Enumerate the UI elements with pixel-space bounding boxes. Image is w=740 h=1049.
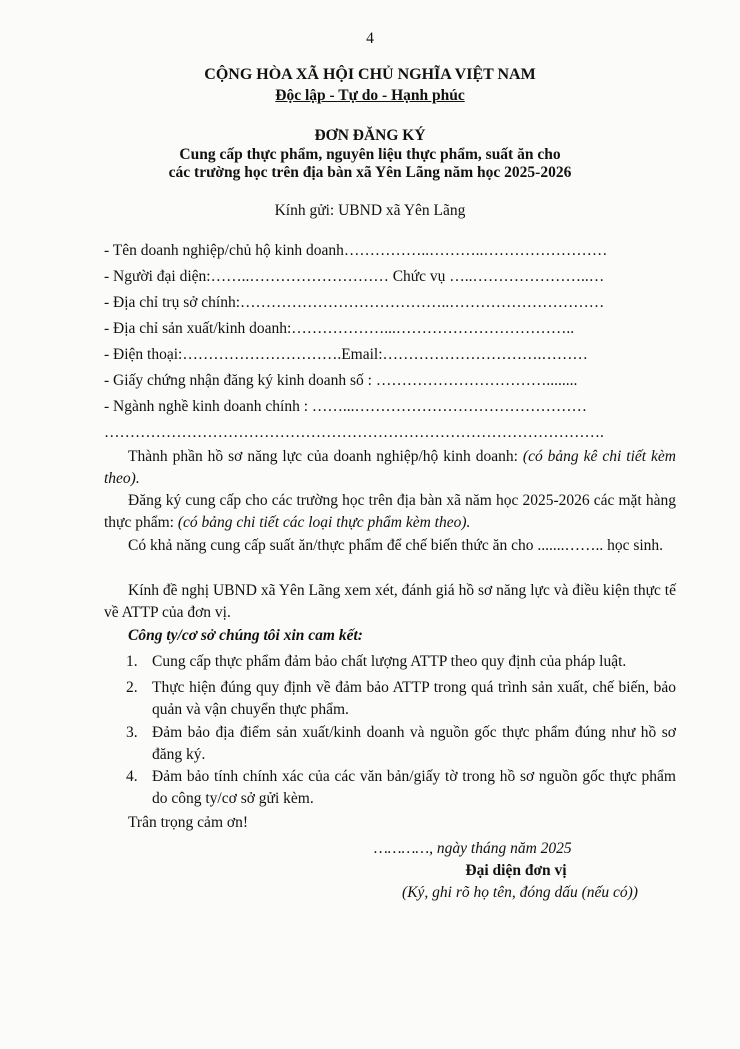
field-license: - Giấy chứng nhận đăng ký kinh doanh số : ……………………………........ bbox=[104, 372, 578, 389]
commitment-item-1-number: 1. bbox=[126, 653, 138, 670]
field-production-address: - Địa chỉ sản xuất/kinh doanh:………………...…………………………….. bbox=[104, 320, 575, 337]
commitment-item-3-text: Đảm bảo địa điểm sản xuất/kinh doanh và nguồn gốc thực phẩm đúng như hồ sơ đăng ký. bbox=[152, 724, 676, 763]
commitment-item-2-number: 2. bbox=[126, 679, 138, 696]
addressee: Kính gửi: UBND xã Yên Lãng bbox=[274, 202, 466, 219]
paragraph-profile bbox=[104, 446, 676, 490]
document-title: ĐƠN ĐĂNG KÝ bbox=[314, 127, 426, 144]
paragraph-request: Kính đề nghị UBND xã Yên Lãng xem xét, đánh giá hồ sơ năng lực và điều kiện thực tế về ATTP của đơn vị. bbox=[104, 582, 676, 621]
paragraph-registration-text: Đăng ký cung cấp cho các trường học trên địa bàn xã năm học 2025-2026 các mặt hàng thực phẩm: bbox=[104, 492, 676, 531]
signature-date: …………, ngày tháng năm 2025 bbox=[374, 840, 572, 857]
closing-thanks: Trân trọng cảm ơn! bbox=[128, 814, 248, 831]
motto-text: Độc lập - Tự do - Hạnh phúc bbox=[275, 87, 465, 104]
commitment-item-2-text: Thực hiện đúng quy định về đảm bảo ATTP trong quá trình sản xuất, chế biến, bảo quản và vận chuyển thực phẩm. bbox=[152, 679, 676, 718]
national-motto bbox=[0, 87, 740, 105]
commitment-item-1-text: Cung cấp thực phẩm đảm bảo chất lượng ATTP theo quy định của pháp luật. bbox=[152, 653, 627, 670]
commitment-heading: Công ty/cơ sở chúng tôi xin cam kết: bbox=[128, 627, 363, 644]
commitment-item-3-number: 3. bbox=[126, 724, 138, 741]
field-business-line: - Ngành nghề kinh doanh chính : ……...……………………………………… bbox=[104, 398, 588, 415]
document-subtitle-line1: Cung cấp thực phẩm, nguyên liệu thực phẩm, suất ăn cho bbox=[179, 146, 561, 163]
commitment-item-4-text: Đảm bảo tính chính xác của các văn bản/giấy tờ trong hồ sơ nguồn gốc thực phẩm do công ty/cơ sở gửi kèm. bbox=[152, 768, 676, 807]
commitment-item-4-number: 4. bbox=[126, 768, 138, 785]
page-number: 4 bbox=[366, 30, 374, 47]
document-subtitle-line2: các trường học trên địa bàn xã Yên Lãng năm học 2025-2026 bbox=[168, 164, 572, 181]
field-business-name: - Tên doanh nghiệp/chủ hộ kinh doanh……………..………..…………………… bbox=[104, 242, 608, 259]
field-representative: - Người đại diện:……..……………………… Chức vụ …..…………………..… bbox=[104, 268, 605, 285]
field-continuation: ……………………………………………………………………………………. bbox=[104, 424, 604, 441]
national-title: CỘNG HÒA XÃ HỘI CHỦ NGHĨA VIỆT NAM bbox=[204, 66, 536, 83]
signature-note: (Ký, ghi rõ họ tên, đóng dấu (nếu có)) bbox=[402, 884, 638, 901]
signature-title: Đại diện đơn vị bbox=[465, 862, 567, 879]
field-head-office: - Địa chỉ trụ sở chính:…………………………………..………………………… bbox=[104, 294, 605, 311]
paragraph-registration bbox=[104, 490, 676, 534]
paragraph-registration-note: (có bảng chi tiết các loại thực phẩm kèm theo). bbox=[177, 514, 471, 531]
paragraph-capacity: Có khả năng cung cấp suất ăn/thực phẩm để chế biến thức ăn cho .......…….. học sinh. bbox=[128, 537, 664, 554]
field-phone-email: - Điện thoại:………………………….Email:………………………….……… bbox=[104, 346, 588, 363]
paragraph-profile-note: (có bảng kê chi tiết kèm theo). bbox=[104, 448, 676, 487]
paragraph-profile-text: Thành phần hồ sơ năng lực của doanh nghiệp/hộ kinh doanh: bbox=[128, 448, 523, 465]
